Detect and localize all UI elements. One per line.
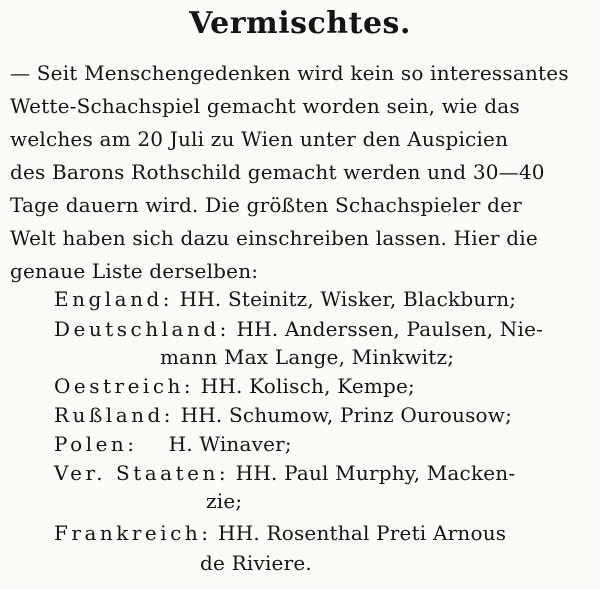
list-item-deutschland-continued: mann Max Lange, Minkwitz;: [160, 345, 455, 369]
player-names: HH. Kolisch, Kempe;: [200, 374, 415, 398]
list-item-oestreich: [54, 373, 590, 399]
player-names: HH. Anderssen, Paulsen, Nie-: [236, 317, 544, 341]
list-item-deutschland: [54, 316, 590, 342]
country-name: Polen:: [54, 432, 138, 456]
list-item-england: [54, 286, 590, 312]
paragraph-line-7: genaue Liste derselben:: [10, 259, 259, 283]
country-name: Deutschland:: [54, 317, 230, 341]
paragraph-line-2: Wette-Schachspiel gemacht worden sein, wie das: [10, 94, 520, 118]
player-names: HH. Rosenthal Preti Arnous: [218, 521, 507, 545]
list-item-frankreich-continued: de Riviere.: [200, 551, 312, 575]
player-names: HH. Schumow, Prinz Ourousow;: [180, 403, 513, 427]
country-name: Frankreich:: [54, 521, 212, 545]
list-item-ver-staaten: [54, 460, 590, 486]
player-names: HH. Paul Murphy, Macken-: [235, 461, 516, 485]
paragraph-line-3: welches am 20 Juli zu Wien unter den Auspicien: [10, 127, 509, 151]
country-name: England:: [54, 287, 174, 311]
list-item-ver-staaten-continued: zie;: [206, 489, 243, 513]
country-name: Ver. Staaten:: [54, 461, 230, 485]
paragraph-line-5: Tage dauern wird. Die größten Schachspieler der: [10, 193, 522, 217]
player-names: HH. Steinitz, Wisker, Blackburn;: [179, 287, 517, 311]
article-title: Vermischtes.: [189, 6, 411, 41]
country-name: Rußland:: [54, 403, 175, 427]
list-item-frankreich: [54, 520, 590, 546]
paragraph-line-4: des Barons Rothschild gemacht werden und 30—40: [10, 160, 545, 184]
country-name: Oestreich:: [54, 374, 195, 398]
paragraph-line-6: Welt haben sich dazu einschreiben lassen. Hier die: [10, 226, 538, 250]
player-names: H. Winaver;: [168, 432, 292, 456]
list-item-polen: [54, 431, 590, 457]
list-item-russland: [54, 402, 590, 428]
paragraph-line-1: — Seit Menschengedenken wird kein so interessantes: [10, 61, 569, 85]
